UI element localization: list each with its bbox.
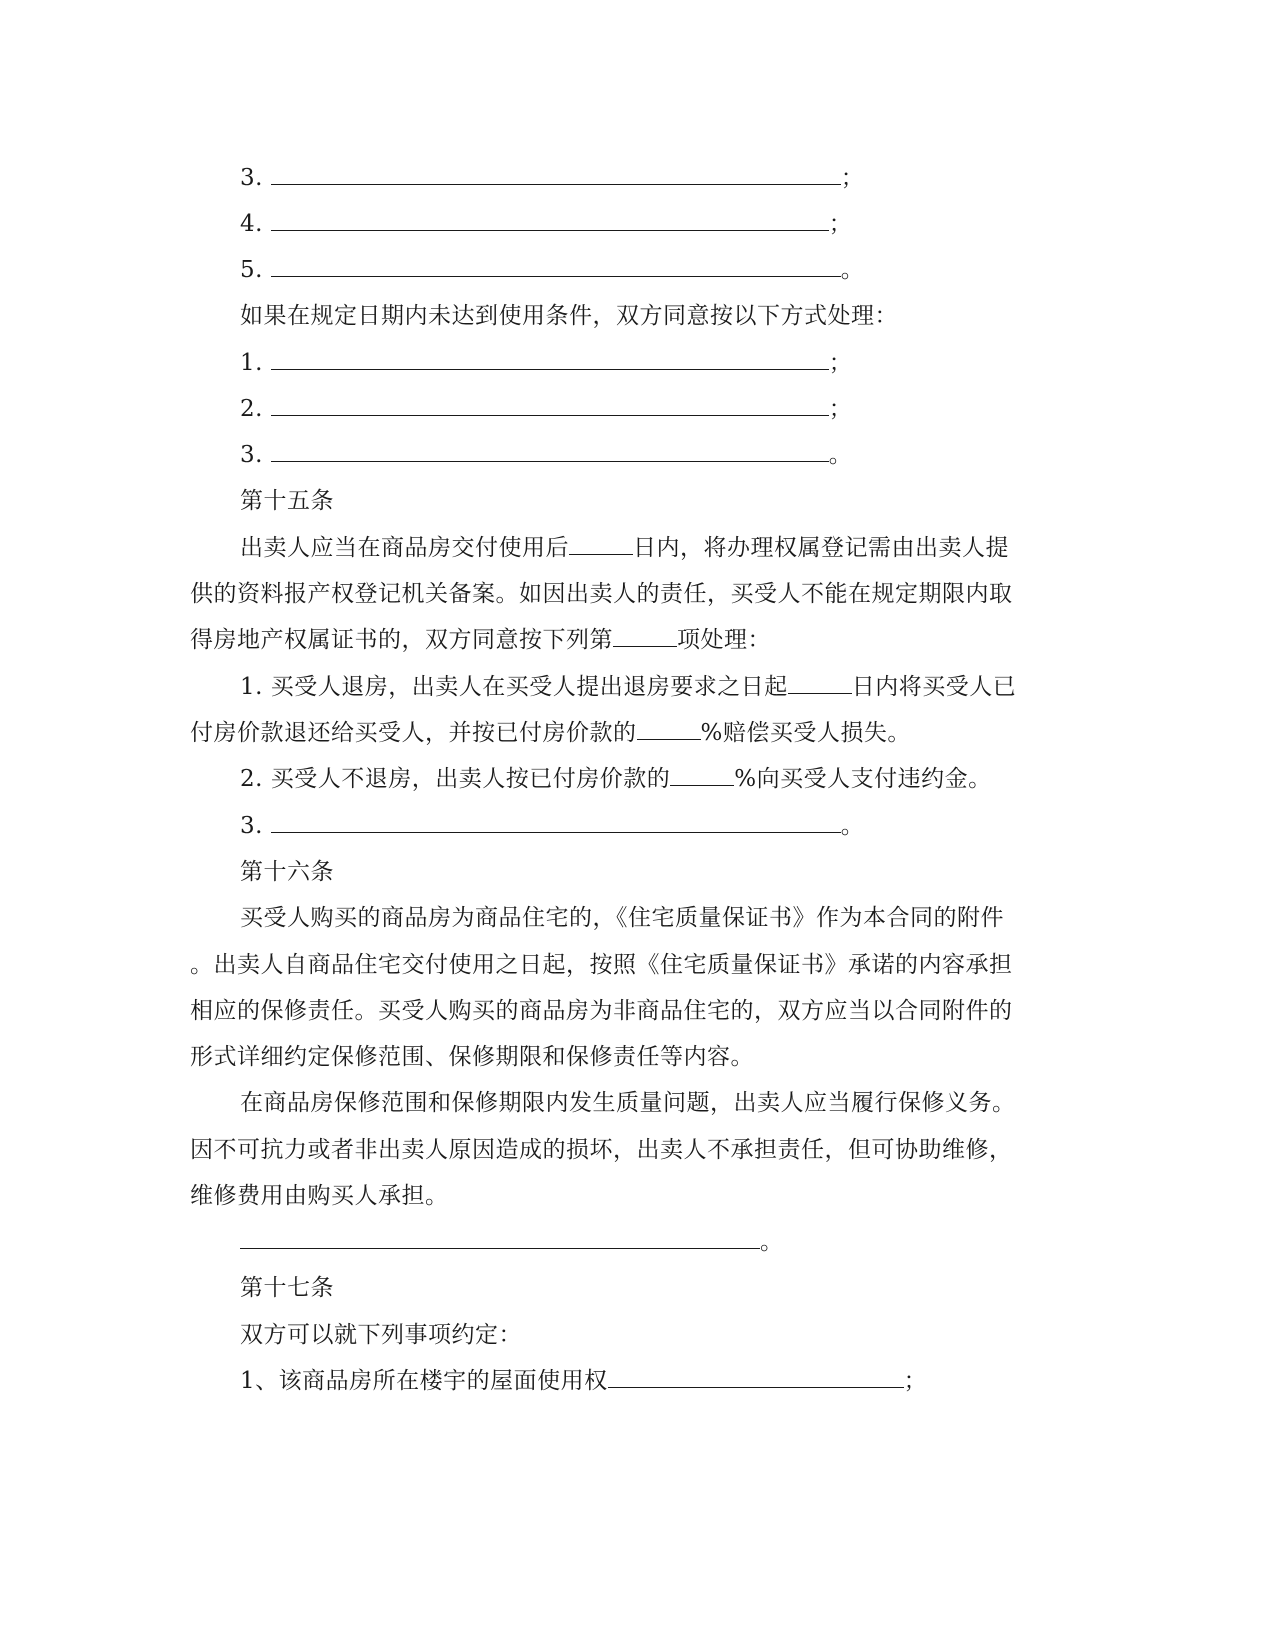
fill-blank [240,1228,760,1249]
paragraph-line: 供的资料报产权登记机关备案。如因出卖人的责任，买受人不能在规定期限内取 [190,581,1013,607]
text-segment: %向买受人支付违约金。 [734,766,992,792]
fill-blank [271,812,841,833]
list-item [240,394,1120,424]
item-number: 3. [240,165,263,191]
punctuation: 。 [840,257,865,283]
fill-blank [271,441,829,462]
section-heading: 第十七条 [240,1275,334,1301]
fill-blank [569,534,633,555]
punctuation: ； [828,211,853,237]
list-item [240,163,1120,193]
text-segment: 得房地产权属证书的，双方同意按下列第 [190,627,613,653]
text-segment: 日内，将办理权属登记需由出卖人提 [633,535,1009,561]
paragraph-text: 如果在规定日期内未达到使用条件，双方同意按以下方式处理： [240,303,898,329]
list-item [240,255,1120,285]
list-item [240,348,1120,378]
item-number: 2. [240,396,263,422]
list-item [240,811,1120,841]
paragraph-line [190,718,1070,748]
fill-blank [271,164,841,185]
paragraph-line [240,764,1120,794]
list-item [240,209,1120,239]
paragraph-line: 。出卖人自商品住宅交付使用之日起，按照《住宅质量保证书》承诺的内容承担 [190,952,1013,978]
fill-blank [271,349,829,370]
punctuation: ； [903,1368,928,1394]
text-segment: %赔偿买受人损失。 [700,720,911,746]
paragraph-line: 相应的保修责任。买受人购买的商品房为非商品住宅的，双方应当以合同附件的 [190,998,1013,1024]
text-segment: 日内将买受人已 [851,674,1017,700]
text-segment: 项处理： [677,627,771,653]
item-number: 3. [240,442,263,468]
paragraph-line [240,533,1120,563]
punctuation: ； [840,165,865,191]
paragraph-line: 在商品房保修范围和保修期限内发生质量问题，出卖人应当履行保修义务。 [240,1090,1016,1116]
item-number: 1. [240,350,263,376]
section-heading: 第十五条 [240,488,334,514]
fill-blank [788,673,852,694]
list-item [240,440,1120,470]
paragraph-line: 双方可以就下列事项约定： [240,1322,522,1348]
section-heading: 第十六条 [240,859,334,885]
paragraph-line: 形式详细约定保修范围、保修期限和保修责任等内容。 [190,1044,754,1070]
paragraph-line [190,625,1070,655]
fill-blank [608,1367,904,1388]
fill-blank [271,395,829,416]
paragraph-line: 因不可抗力或者非出卖人原因造成的损坏，出卖人不承担责任，但可协助维修， [190,1137,1013,1163]
blank-line [240,1227,1120,1257]
item-number: 4. [240,211,263,237]
text-segment: 付房价款退还给买受人，并按已付房价款的 [190,720,637,746]
fill-blank [271,256,841,277]
text-segment: 2. 买受人不退房，出卖人按已付房价款的 [240,766,671,792]
fill-blank [670,765,734,786]
punctuation: 。 [760,1229,784,1255]
paragraph-line [240,1366,1120,1396]
paragraph-line: 买受人购买的商品房为商品住宅的，《住宅质量保证书》作为本合同的附件 [240,905,1004,931]
fill-blank [613,626,677,647]
text-segment: 1. 买受人退房，出卖人在买受人提出退房要求之日起 [240,674,788,700]
fill-blank [271,210,829,231]
text-segment: 1、该商品房所在楼宇的屋面使用权 [240,1368,608,1394]
paragraph-line [240,672,1120,702]
fill-blank [637,719,701,740]
punctuation: ； [828,350,853,376]
punctuation: 。 [828,442,853,468]
item-number: 3. [240,813,263,839]
item-number: 5. [240,257,263,283]
punctuation: ； [828,396,853,422]
paragraph-line: 维修费用由购买人承担。 [190,1183,449,1209]
text-segment: 出卖人应当在商品房交付使用后 [240,535,569,561]
punctuation: 。 [840,813,865,839]
